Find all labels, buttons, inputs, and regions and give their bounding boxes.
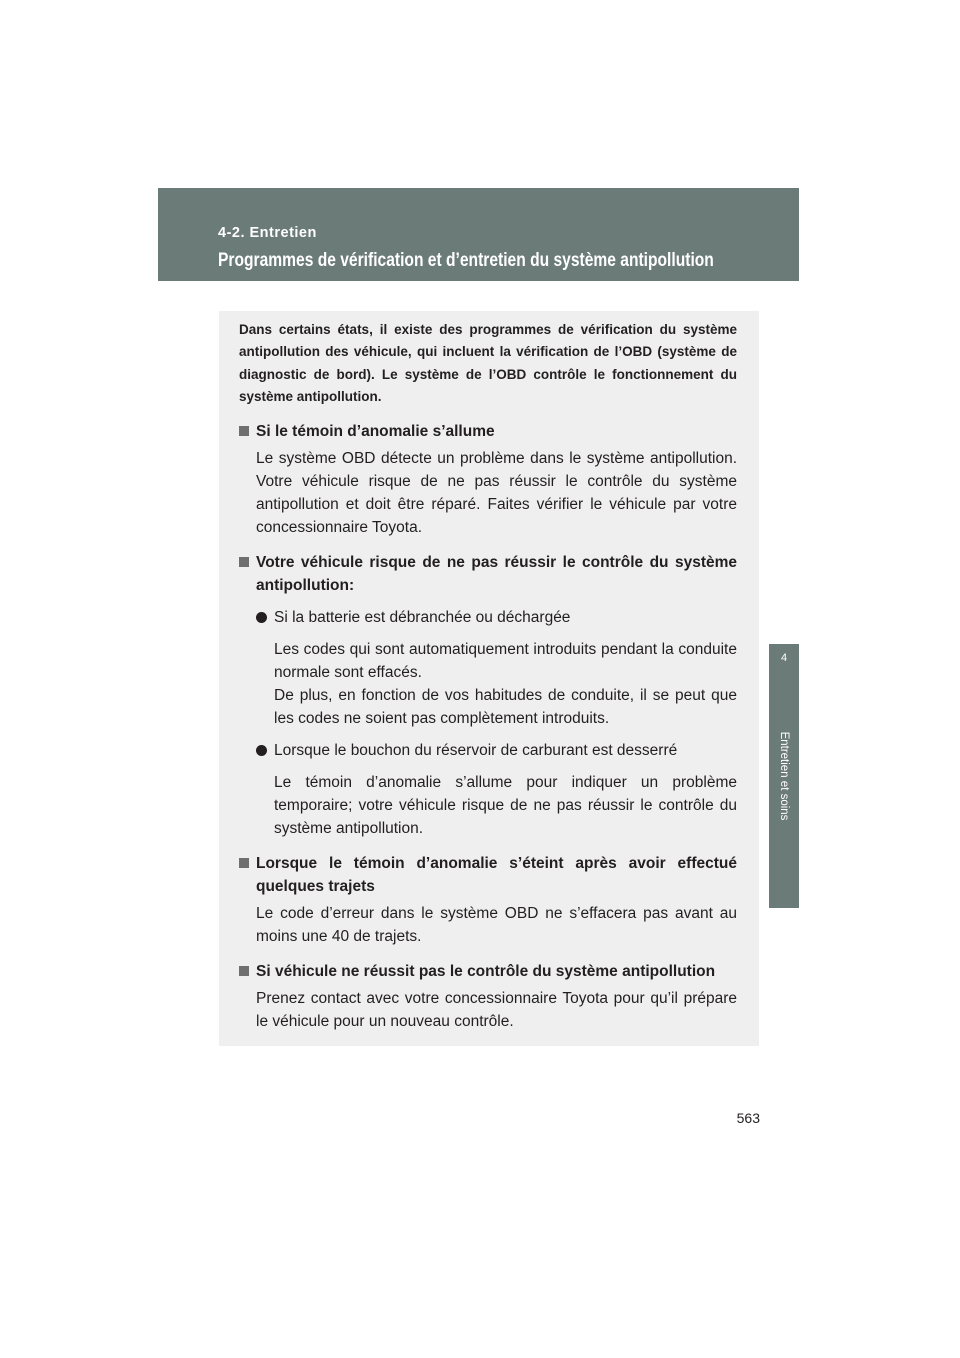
square-bullet-icon bbox=[239, 426, 249, 436]
section-text: Le système OBD détecte un problème dans le système antipollution. Votre véhicule risque de ne pas réussir le contrôle du système antipollution et doit être réparé. Faites vérifier le véhicule par votre concessionnaire Toyota. bbox=[256, 450, 737, 537]
section-may-fail-inspection bbox=[239, 551, 737, 840]
section-warning-light-on bbox=[239, 420, 737, 539]
bullet-text: Les codes qui sont automatiquement introduits pendant la conduite normale sont effacés. bbox=[274, 641, 737, 682]
section-title: Si véhicule ne réussit pas le contrôle du système antipollution bbox=[239, 960, 737, 983]
chapter-number: 4 bbox=[780, 652, 788, 664]
section-failed-inspection bbox=[239, 960, 737, 1033]
round-bullet-icon bbox=[256, 745, 267, 756]
page-title: Programmes de vérification et d’entretien du système antipollution bbox=[218, 249, 714, 271]
square-bullet-icon bbox=[239, 966, 249, 976]
round-bullet-icon bbox=[256, 612, 267, 623]
intro-paragraph: Dans certains états, il existe des programmes de vérification du système antipollution des véhicule, qui incluent la vérification de l’OBD (système de diagnostic de bord). Le système de l’OBD contrôle le fonctionnement du système antipollution. bbox=[239, 322, 737, 404]
bullet-title: Si la batterie est débranchée ou déchargée bbox=[256, 606, 737, 629]
section-light-off-after-trips bbox=[239, 852, 737, 948]
section-title: Votre véhicule risque de ne pas réussir le contrôle du système antipollution: bbox=[239, 551, 737, 597]
bullet-fuel-cap bbox=[256, 739, 737, 840]
page-header bbox=[158, 188, 799, 281]
square-bullet-icon bbox=[239, 858, 249, 868]
square-bullet-icon bbox=[239, 557, 249, 567]
bullet-battery bbox=[256, 606, 737, 730]
chapter-side-tab bbox=[769, 644, 799, 908]
bullet-title: Lorsque le bouchon du réservoir de carburant est desserré bbox=[256, 739, 737, 762]
section-text: Prenez contact avec votre concessionnaire Toyota pour qu’il prépare le véhicule pour un nouveau contrôle. bbox=[256, 990, 737, 1031]
page-number: 563 bbox=[736, 1110, 760, 1126]
chapter-title: Entretien et soins bbox=[778, 731, 790, 821]
bullet-text: Le témoin d’anomalie s’allume pour indiquer un problème temporaire; votre véhicule risque de ne pas réussir le contrôle du système antipollution. bbox=[274, 774, 737, 838]
content-box bbox=[219, 311, 759, 1046]
bullet-text: De plus, en fonction de vos habitudes de conduite, il se peut que les codes ne soient pas complètement introduits. bbox=[274, 687, 737, 728]
section-label: 4-2. Entretien bbox=[218, 225, 317, 241]
section-title: Lorsque le témoin d’anomalie s’éteint après avoir effectué quelques trajets bbox=[239, 852, 737, 898]
section-text: Le code d’erreur dans le système OBD ne s’effacera pas avant au moins une 40 de trajets. bbox=[256, 905, 737, 946]
section-title: Si le témoin d’anomalie s’allume bbox=[239, 420, 737, 443]
